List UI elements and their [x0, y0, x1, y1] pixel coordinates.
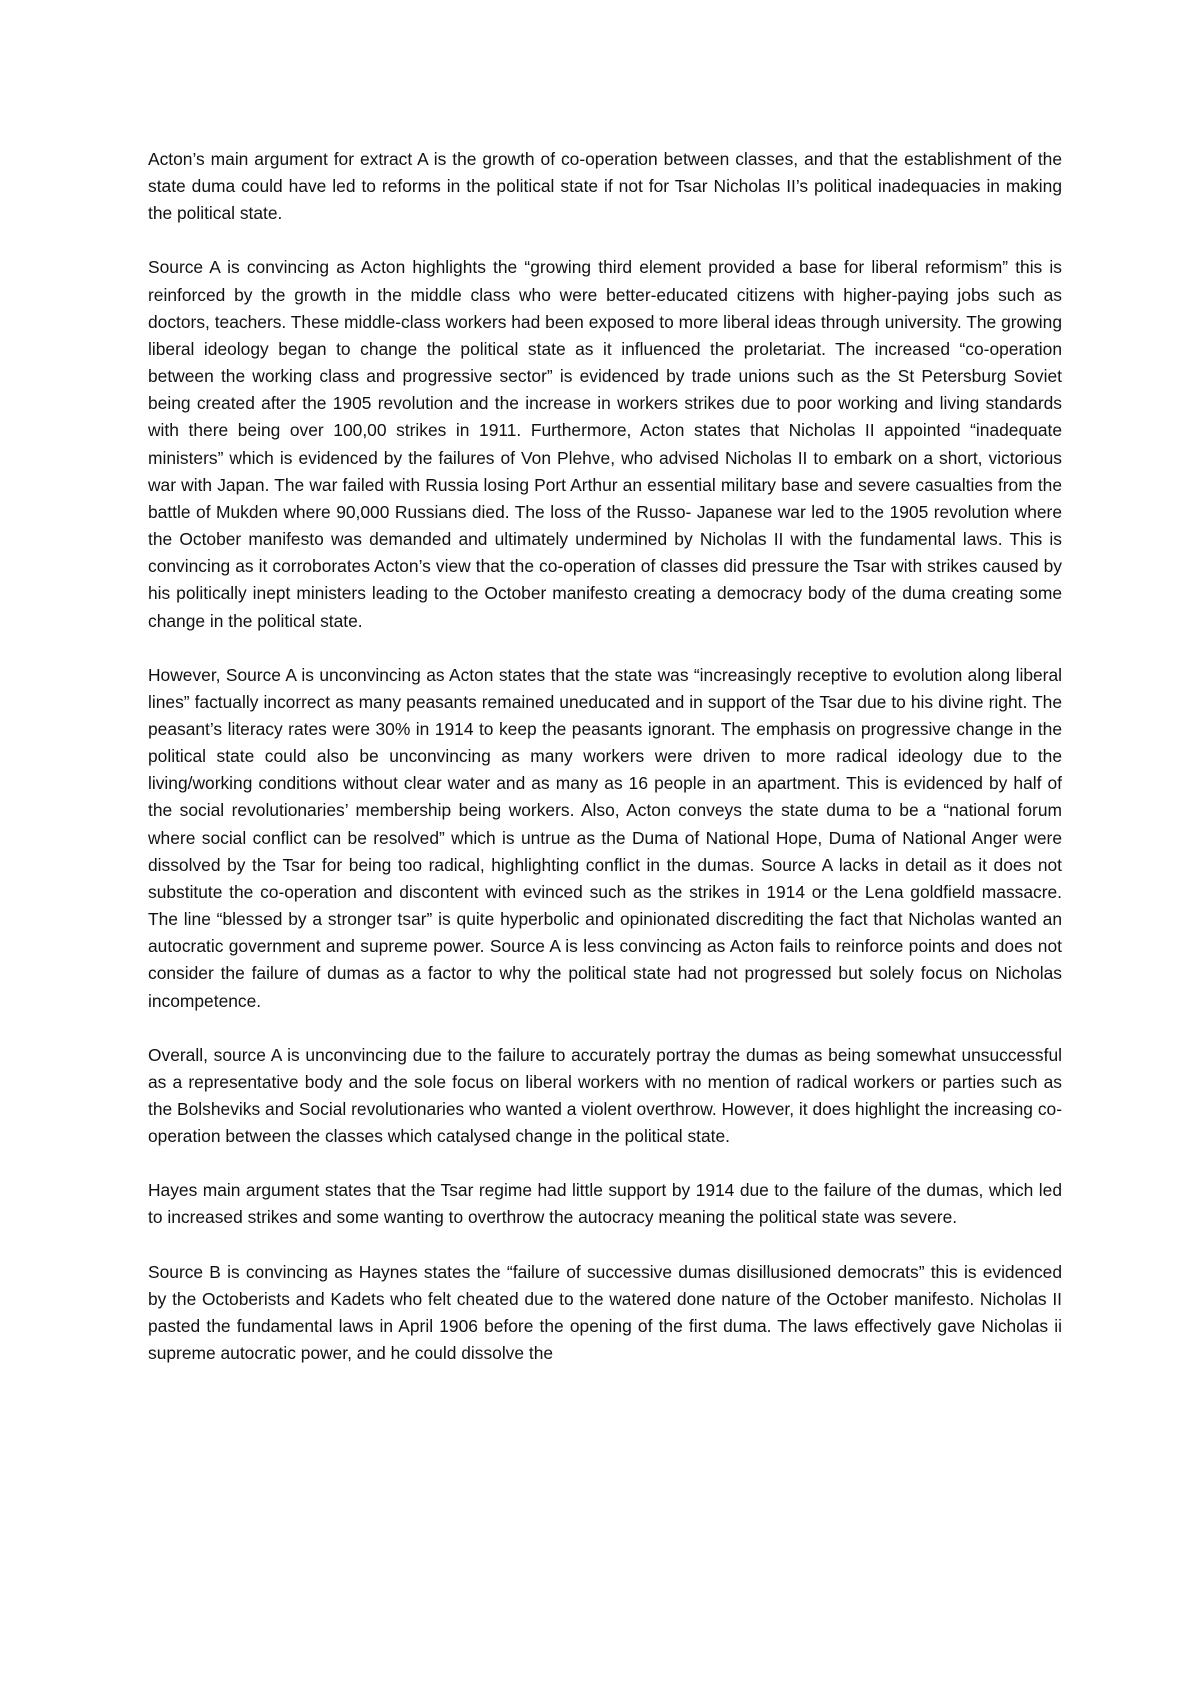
paragraph-source-a-convincing: Source A is convincing as Acton highlights the “growing third element provided a base for liberal reformism” this is reinforced by the growth in the middle class who were better-educated citizens with higher-paying jobs such as doctors, teachers. These middle-class workers had been exposed to more liberal ideas through university. The growing liberal ideology began to change the political state as it influenced the proletariat. The increased “co-operation between the working class and progressive sector” is evidenced by trade unions such as the St Petersburg Soviet being created after the 1905 revolution and the increase in workers strikes due to poor working and living standards with there being over 100,00 strikes in 1911. Furthermore, Acton states that Nicholas II appointed “inadequate ministers” which is evidenced by the failures of Von Plehve, who advised Nicholas II to embark on a short, victorious war with Japan. The war failed with Russia losing Port Arthur an essential military base and severe casualties from the battle of Mukden where 90,000 Russians died. The loss of the Russo- Japanese war led to the 1905 revolution where the October manifesto was demanded and ultimately undermined by Nicholas II with the fundamental laws. This is convincing as it corroborates Acton’s view that the co-operation of classes did pressure the Tsar with strikes caused by his politically inept ministers leading to the October manifesto creating a democracy body of the duma creating some change in the political state.: [148, 257, 1062, 631]
paragraph-source-b-convincing: Source B is convincing as Haynes states the “failure of successive dumas disillusioned democrats” this is evidenced by the Octoberists and Kadets who felt cheated due to the watered done nature of the October manifesto. Nicholas II pasted the fundamental laws in April 1906 before the opening of the first duma. The laws effectively gave Nicholas ii supreme autocratic power, and he could dissolve the: [148, 1261, 1062, 1364]
document-body: [148, 146, 1062, 1367]
paragraph-acton-main-argument: Acton’s main argument for extract A is the growth of co-operation between classes, and that the establishment of the state duma could have led to reforms in the political state if not for Tsar Nicholas II’s political inadequacies in making the political state.: [148, 149, 1062, 224]
paragraph-source-a-overall: Overall, source A is unconvincing due to the failure to accurately portray the dumas as being somewhat unsuccessful as a representative body and the sole focus on liberal workers with no mention of radical workers or parties such as the Bolsheviks and Social revolutionaries who wanted a violent overthrow. However, it does highlight the increasing co-operation between the classes which catalysed change in the political state.: [148, 1044, 1062, 1147]
paragraph-hayes-main-argument: Hayes main argument states that the Tsar regime had little support by 1914 due to the failure of the dumas, which led to increased strikes and some wanting to overthrow the autocracy meaning the political state was severe.: [148, 1180, 1062, 1228]
paragraph-source-a-unconvincing: However, Source A is unconvincing as Acton states that the state was “increasingly receptive to evolution along liberal lines” factually incorrect as many peasants remained uneducated and in support of the Tsar due to his divine right. The peasant’s literacy rates were 30% in 1914 to keep the peasants ignorant. The emphasis on progressive change in the political state could also be unconvincing as many workers were driven to more radical ideology due to the living/working conditions without clear water and as many as 16 people in an apartment. This is evidenced by half of the social revolutionaries’ membership being workers. Also, Acton conveys the state duma to be a “national forum where social conflict can be resolved” which is untrue as the Duma of National Hope, Duma of National Anger were dissolved by the Tsar for being too radical, highlighting conflict in the dumas. Source A lacks in detail as it does not substitute the co-operation and discontent with evinced such as the strikes in 1914 or the Lena goldfield massacre. The line “blessed by a stronger tsar” is quite hyperbolic and opinionated discrediting the fact that Nicholas wanted an autocratic government and supreme power. Source A is less convincing as Acton fails to reinforce points and does not consider the failure of dumas as a factor to why the political state had not progressed but solely focus on Nicholas incompetence.: [148, 664, 1062, 1011]
